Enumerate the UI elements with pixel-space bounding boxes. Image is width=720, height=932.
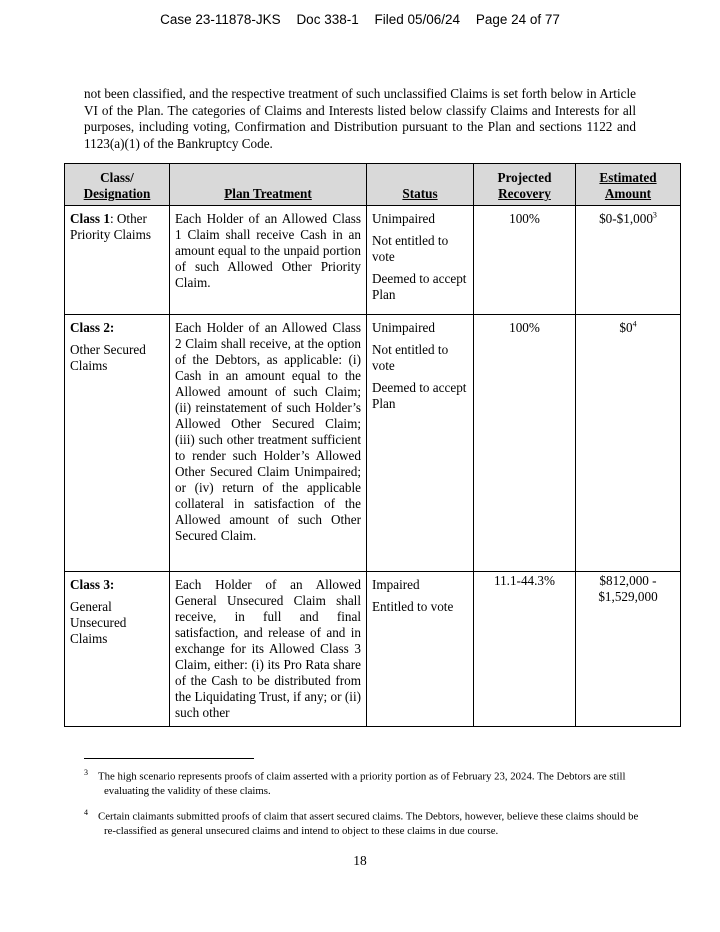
claims-table bbox=[64, 163, 681, 727]
footnote-ref: 4 bbox=[632, 319, 637, 329]
page-indicator: Page 24 of 77 bbox=[475, 12, 560, 27]
footnote-ref: 3 bbox=[652, 210, 657, 220]
header-amount: Estimated Amount bbox=[576, 164, 681, 206]
filed-date: Filed 05/06/24 bbox=[374, 12, 461, 27]
treatment-cell: Each Holder of an Allowed General Unsecured Claim shall receive, in full and final satisfaction, and release of and in exchange for its Allowed Class 3 Claim, either: (i) its Pro Rata share of the Cash to be distributed from the Liquidating Trust, if any; or (ii) such other bbox=[170, 572, 367, 727]
header-class: Class/ Designation bbox=[65, 164, 170, 206]
treatment-cell: Each Holder of an Allowed Class 1 Claim shall receive Cash in an amount equal to the unpaid portion of such Allowed Other Priority Claim. bbox=[170, 206, 367, 315]
doc-number: Doc 338-1 bbox=[296, 12, 359, 27]
recovery-cell: 11.1-44.3% bbox=[474, 572, 576, 727]
status-cell: Unimpaired Not entitled to vote Deemed to accept Plan bbox=[367, 206, 474, 315]
intro-paragraph: not been classified, and the respective treatment of such unclassified Claims is set forth below in Article VI of the Plan. The categories of Claims and Interests listed below classify Claims and Interests for all purposes, including voting, Confirmation and Distribution pursuant to the Plan and sections 1122 and 1123(a)(1) of the Bankruptcy Code. bbox=[84, 86, 636, 151]
class-cell: Class 1: Other Priority Claims bbox=[65, 206, 170, 315]
header-status: Status bbox=[367, 164, 474, 206]
footnote-3: $^3$ The high scenario represents proofs of claim asserted with a priority portion as of February 23, 2024. The Debtors are still evaluating the validity of these claims. bbox=[84, 768, 626, 797]
footnote-divider bbox=[84, 758, 254, 759]
table-row bbox=[65, 572, 681, 727]
case-header bbox=[0, 12, 720, 27]
status-cell: Impaired Entitled to vote bbox=[367, 572, 474, 727]
table-row bbox=[65, 206, 681, 315]
page-number: 18 bbox=[353, 853, 367, 868]
class-cell: Class 3: General Unsecured Claims bbox=[65, 572, 170, 727]
class-cell: Class 2: Other Secured Claims bbox=[65, 315, 170, 572]
amount-cell: $0-$1,000$^3$ bbox=[576, 206, 681, 315]
table-header-row bbox=[65, 164, 681, 206]
table-row bbox=[65, 315, 681, 572]
header-treatment: Plan Treatment bbox=[170, 164, 367, 206]
recovery-cell: 100% bbox=[474, 206, 576, 315]
recovery-cell: 100% bbox=[474, 315, 576, 572]
amount-cell: $812,000 - $1,529,000 bbox=[576, 572, 681, 727]
status-cell: Unimpaired Not entitled to vote Deemed to accept Plan bbox=[367, 315, 474, 572]
amount-cell: $0$^4$ bbox=[576, 315, 681, 572]
header-recovery: Projected Recovery bbox=[474, 164, 576, 206]
treatment-cell: Each Holder of an Allowed Class 2 Claim shall receive, at the option of the Debtors, as applicable: (i) Cash in an amount equal to the Allowed amount of such Claim; (ii) reinstatement of such Holder’s Allowed Other Secured Claim; (iii) such other treatment sufficient to render such Holder’s Allowed Other Secured Claim Unimpaired; or (iv) return of the applicable collateral in satisfaction of the Allowed amount of such Other Secured Claim. bbox=[170, 315, 367, 572]
case-number: Case 23-11878-JKS bbox=[160, 12, 281, 27]
footnote-4: $^4$ Certain claimants submitted proofs of claim that assert secured claims. The Debtors, however, believe these claims should be re-classified as general unsecured claims and intend to object to these claims in due course. bbox=[84, 808, 639, 837]
